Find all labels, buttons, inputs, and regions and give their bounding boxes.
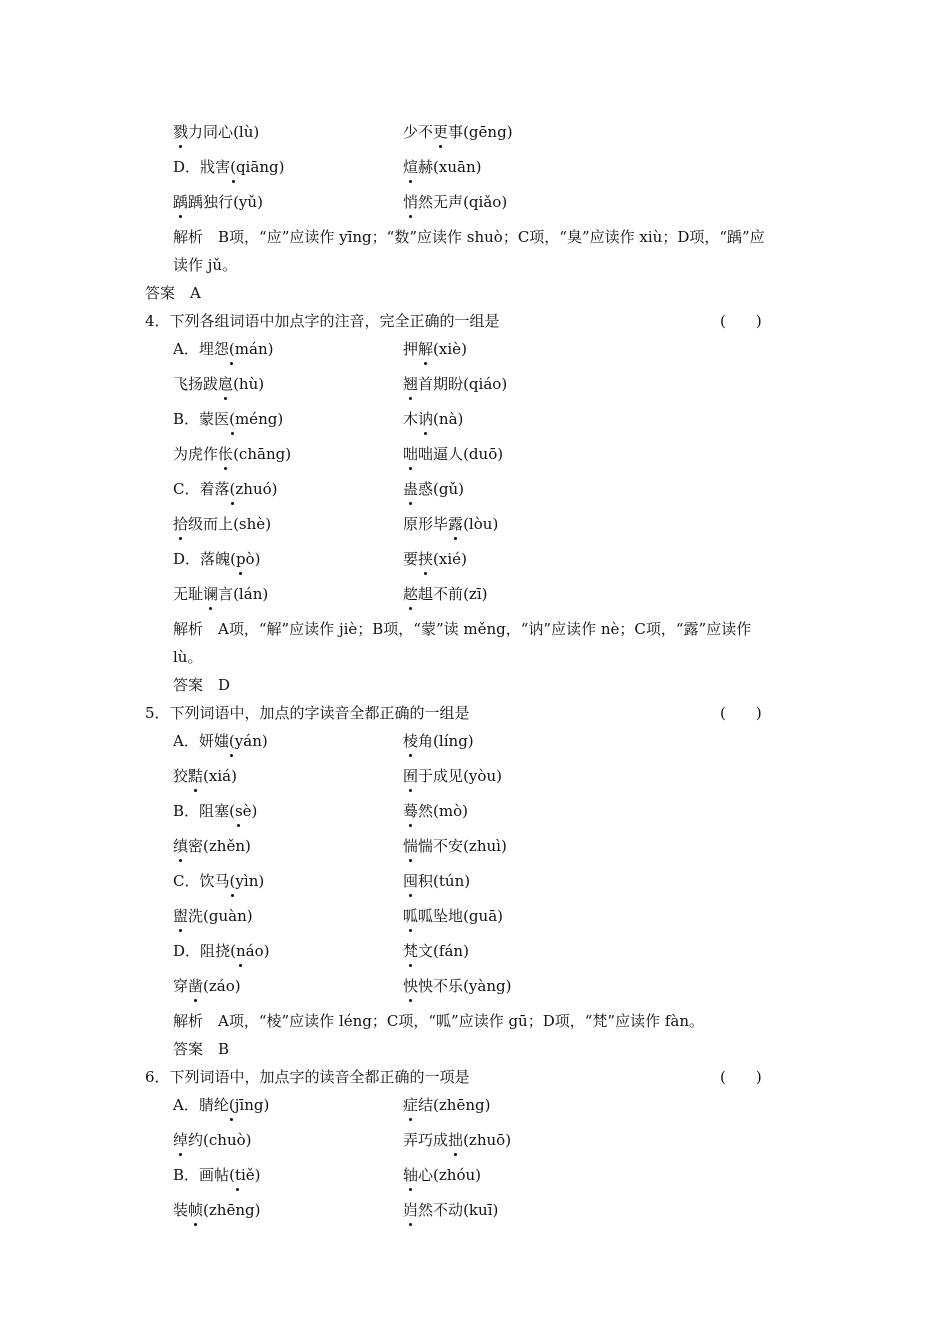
question-text: 5．下列词语中，加点的字读音全都正确的一组是	[145, 704, 470, 722]
term-text: 戮力同心(lù)	[173, 123, 260, 141]
emphasis-dot-char: 帧	[188, 1201, 204, 1219]
option-term-right	[403, 479, 464, 499]
term-text: A．埋怨(mán)	[173, 340, 274, 358]
term-text: D．戕害(qiāng)	[173, 158, 285, 176]
term-text: 趑趄不前(zī)	[403, 585, 488, 603]
word-pair-row	[0, 1130, 950, 1160]
emphasis-dot-char: 囿	[403, 767, 419, 785]
word-pair-row	[0, 1095, 950, 1125]
emphasis-dot-char: 轴	[403, 1166, 419, 1184]
term-text: 悄然无声(qiǎo)	[403, 193, 508, 211]
text-line	[0, 647, 950, 677]
term-text: 押解(xiè)	[403, 340, 467, 358]
emphasis-dot-char: 岿	[403, 1201, 419, 1219]
explanation-text: 解析 B项，“应”应读作 yīng；“数”应读作 shuò；C项，“臭”应读作 xiù；D项，“踽”应	[173, 228, 765, 246]
option-term-right	[403, 122, 513, 142]
option-term-left	[173, 1095, 269, 1115]
term-text: 穿凿(záo)	[173, 977, 241, 995]
text-line	[0, 1039, 950, 1069]
option-term-left	[173, 906, 253, 926]
term-text: 惴惴不安(zhuì)	[403, 837, 507, 855]
term-text: 煊赫(xuān)	[403, 158, 482, 176]
option-term-right	[403, 766, 502, 786]
explanation-text: 解析 A项，“棱”应读作 léng；C项，“呱”应读作 gū；D项，“梵”应读作 fàn。	[173, 1012, 705, 1030]
emphasis-dot-char: 怏	[403, 977, 419, 995]
emphasis-dot-char: 咄	[403, 445, 419, 463]
option-term-right	[403, 801, 468, 821]
emphasis-dot-char: (	[228, 732, 235, 750]
emphasis-dot-char: 拾	[173, 515, 189, 533]
option-term-left	[173, 731, 268, 751]
option-term-left	[173, 836, 251, 856]
answer-blank: ( )	[720, 1068, 762, 1086]
option-term-right	[403, 444, 503, 464]
emphasis-dot-char: 煊	[403, 158, 419, 176]
word-pair-row	[0, 514, 950, 544]
answer-blank: ( )	[720, 312, 762, 330]
term-text: B．阻塞(sè)	[173, 802, 258, 820]
term-text: 缜密(zhěn)	[173, 837, 251, 855]
option-term-left	[173, 766, 237, 786]
option-term-right	[403, 409, 463, 429]
text-line	[0, 227, 950, 257]
term-text: 木讷(nà)	[403, 410, 464, 428]
emphasis-dot-char: 盥	[173, 907, 189, 925]
emphasis-dot-char: (	[229, 480, 236, 498]
term-text: 囤积(tún)	[403, 872, 471, 890]
option-term-left	[173, 801, 257, 821]
emphasis-dot-char: 踽	[173, 193, 189, 211]
option-term-right	[403, 976, 512, 996]
emphasis-dot-char: 讷	[418, 410, 434, 428]
term-text: 棱角(líng)	[403, 732, 474, 750]
word-pair-row	[0, 906, 950, 936]
term-text: 为虎作伥(chāng)	[173, 445, 292, 463]
word-pair-row	[0, 584, 950, 614]
emphasis-dot-char: 蓦	[403, 802, 419, 820]
question-stem	[0, 311, 950, 341]
option-term-right	[403, 157, 482, 177]
term-text: 狡黠(xiá)	[173, 767, 237, 785]
emphasis-dot-char: p	[235, 550, 246, 568]
text-line	[0, 675, 950, 705]
option-term-left	[173, 192, 263, 212]
option-term-left	[173, 479, 278, 499]
term-text: 绰约(chuò)	[173, 1131, 252, 1149]
emphasis-dot-char: 悄	[403, 193, 419, 211]
word-pair-row	[0, 122, 950, 152]
option-term-left	[173, 584, 268, 604]
option-term-right	[403, 1200, 498, 1220]
emphasis-dot-char: 黠	[188, 767, 204, 785]
term-text: 囿于成见(yòu)	[403, 767, 502, 785]
word-pair-row	[0, 731, 950, 761]
term-text: C．饮马(yìn)	[173, 872, 265, 890]
emphasis-dot-char: n	[235, 942, 246, 960]
emphasis-dot-char: (	[230, 158, 236, 176]
emphasis-dot-char: (	[229, 410, 235, 428]
emphasis-dot-char: 棱	[403, 732, 419, 750]
option-term-left	[173, 976, 241, 996]
emphasis-dot-char: 拙	[448, 1131, 464, 1149]
word-pair-row	[0, 374, 950, 404]
word-pair-row	[0, 479, 950, 509]
option-term-right	[403, 514, 498, 534]
emphasis-dot-char: 谰	[203, 585, 219, 603]
term-text: 岿然不动(kuī)	[403, 1201, 499, 1219]
word-pair-row	[0, 801, 950, 831]
word-pair-row	[0, 836, 950, 866]
option-term-right	[403, 1130, 511, 1150]
term-text: 飞扬跋扈(hù)	[173, 375, 265, 393]
emphasis-dot-char: 蛊	[403, 480, 419, 498]
emphasis-dot-char: (	[229, 872, 236, 890]
emphasis-dot-char: t	[234, 1166, 241, 1184]
emphasis-dot-char: 绰	[173, 1131, 189, 1149]
term-text: 轴心(zhóu)	[403, 1166, 482, 1184]
term-text: A．腈纶(jīng)	[173, 1096, 270, 1114]
option-term-right	[403, 584, 488, 604]
option-term-left	[173, 409, 283, 429]
option-term-right	[403, 836, 507, 856]
term-text: B．画帖(tiě)	[173, 1166, 261, 1184]
term-text: 盥洗(guàn)	[173, 907, 253, 925]
option-term-left	[173, 1200, 261, 1220]
word-pair-row	[0, 766, 950, 796]
emphasis-dot-char: 趑	[403, 585, 419, 603]
emphasis-dot-char: (	[228, 340, 235, 358]
emphasis-dot-char: 凿	[188, 977, 204, 995]
emphasis-dot-char: 伥	[218, 445, 234, 463]
emphasis-dot-char: 缜	[173, 837, 189, 855]
word-pair-row	[0, 976, 950, 1006]
emphasis-dot-char: (	[228, 1096, 235, 1114]
option-term-right	[403, 731, 474, 751]
text-line	[0, 255, 950, 285]
term-text: 原形毕露(lòu)	[403, 515, 499, 533]
explanation-text: 答案 A	[145, 284, 201, 302]
word-pair-row	[0, 941, 950, 971]
question-stem	[0, 1067, 950, 1097]
word-pair-row	[0, 339, 950, 369]
emphasis-dot-char: 解	[418, 340, 434, 358]
word-pair-row	[0, 549, 950, 579]
explanation-text: 解析 A项，“解”应读作 jiè；B项，“蒙”读 měng，“讷”应读作 nè；C项，“露”应读作	[173, 620, 752, 638]
word-pair-row	[0, 192, 950, 222]
word-pair-row	[0, 409, 950, 439]
term-text: 无耻谰言(lán)	[173, 585, 269, 603]
emphasis-dot-char: 戮	[173, 123, 189, 141]
question-text: 4．下列各组词语中加点字的注音，完全正确的一组是	[145, 312, 500, 330]
option-term-left	[173, 374, 264, 394]
option-term-right	[403, 871, 470, 891]
term-text: C．着落(zhuó)	[173, 480, 278, 498]
option-term-right	[403, 374, 507, 394]
term-text: D．阻挠(náo)	[173, 942, 270, 960]
option-term-left	[173, 339, 273, 359]
option-term-right	[403, 339, 467, 359]
option-term-left	[173, 514, 271, 534]
term-text: 怏怏不乐(yàng)	[403, 977, 512, 995]
option-term-left	[173, 122, 259, 142]
emphasis-dot-char: 挟	[418, 550, 434, 568]
option-term-left	[173, 1130, 252, 1150]
term-text: 弄巧成拙(zhuō)	[403, 1131, 512, 1149]
explanation-text: 读作 jǔ。	[173, 256, 238, 274]
explanation-text: lù。	[173, 648, 203, 666]
term-text: 装帧(zhēng)	[173, 1201, 261, 1219]
option-term-right	[403, 906, 503, 926]
emphasis-dot-char: 扈	[218, 375, 234, 393]
question-text: 6．下列词语中，加点字的读音全都正确的一项是	[145, 1068, 470, 1086]
option-term-right	[403, 192, 507, 212]
question-stem	[0, 703, 950, 733]
term-text: 咄咄逼人(duō)	[403, 445, 504, 463]
option-term-left	[173, 871, 264, 891]
emphasis-dot-char: 囤	[403, 872, 419, 890]
term-text: 翘首期盼(qiáo)	[403, 375, 508, 393]
option-term-left	[173, 941, 269, 961]
word-pair-row	[0, 1165, 950, 1195]
option-term-right	[403, 1095, 491, 1115]
emphasis-dot-char: 更	[433, 123, 449, 141]
text-line	[0, 283, 950, 313]
term-text: 蓦然(mò)	[403, 802, 469, 820]
emphasis-dot-char: 翘	[403, 375, 419, 393]
emphasis-dot-char: 呱	[403, 907, 419, 925]
term-text: 蛊惑(gǔ)	[403, 480, 465, 498]
option-term-left	[173, 1165, 261, 1185]
text-line	[0, 1011, 950, 1041]
term-text: A．妍媸(yán)	[173, 732, 268, 750]
emphasis-dot-char: 露	[448, 515, 464, 533]
term-text: 要挟(xié)	[403, 550, 467, 568]
option-term-left	[173, 157, 284, 177]
emphasis-dot-char: 症	[403, 1096, 419, 1114]
option-term-right	[403, 1165, 481, 1185]
option-term-right	[403, 549, 467, 569]
answer-blank: ( )	[720, 704, 762, 722]
word-pair-row	[0, 444, 950, 474]
emphasis-dot-char: 梵	[403, 942, 419, 960]
term-text: 拾级而上(shè)	[173, 515, 272, 533]
option-term-right	[403, 941, 469, 961]
term-text: 梵文(fán)	[403, 942, 469, 960]
text-line	[0, 619, 950, 649]
term-text: 踽踽独行(yǔ)	[173, 193, 263, 211]
option-term-left	[173, 549, 260, 569]
word-pair-row	[0, 871, 950, 901]
term-text: 呱呱坠地(guā)	[403, 907, 504, 925]
term-text: 少不更事(gēng)	[403, 123, 513, 141]
word-pair-row	[0, 1200, 950, 1230]
option-term-left	[173, 444, 291, 464]
explanation-text: 答案 D	[173, 676, 231, 694]
explanation-text: 答案 B	[173, 1040, 230, 1058]
emphasis-dot-char: s	[234, 802, 243, 820]
term-text: D．落魄(pò)	[173, 550, 261, 568]
word-pair-row	[0, 157, 950, 187]
term-text: B．蒙医(méng)	[173, 410, 284, 428]
emphasis-dot-char: 惴	[403, 837, 419, 855]
term-text: 症结(zhēng)	[403, 1096, 491, 1114]
